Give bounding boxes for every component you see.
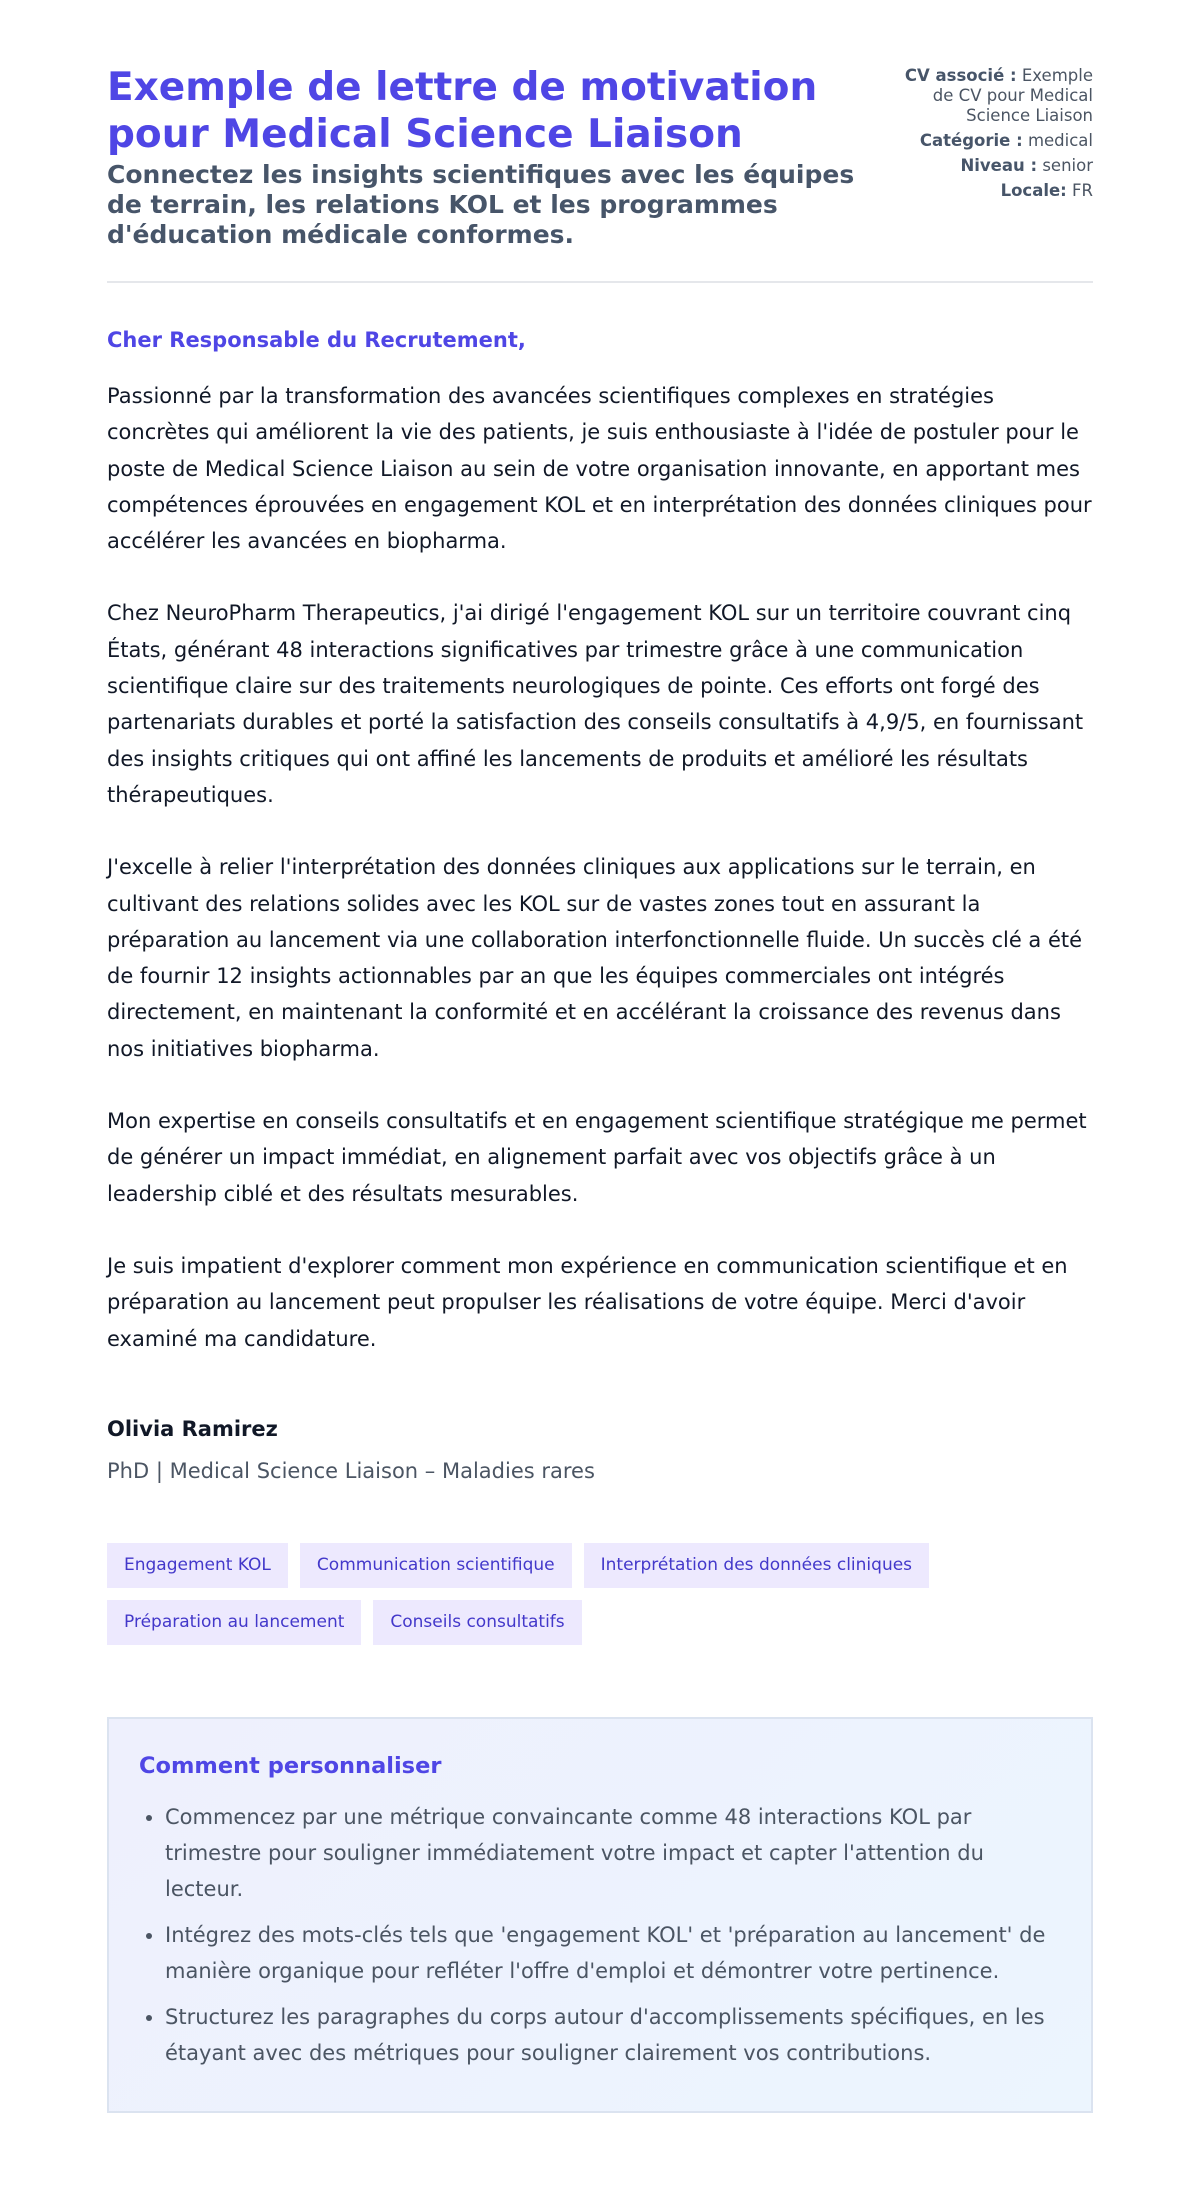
meta-cv-label: CV associé : [904,66,1017,85]
signature-name: Olivia Ramirez [107,1416,278,1441]
greeting: Cher Responsable du Recrutement, [107,328,526,352]
divider [107,281,1093,283]
skill-tags [107,1543,1107,1645]
meta-level-value: senior [1042,156,1093,175]
header-left [107,64,867,250]
paragraph: Passionné par la transformation des avancées scientifiques complexes en stratégies concrètes qui améliorent la vie des patients, je suis enthousiaste à l'idée de postuler pour le poste de Medical Science Liaison au sein de votre organisation innovante, en apportant mes compétences éprouvées en engagement KOL et en interprétation des données cliniques pour accélérer les avancées en biopharma. [107,384,1092,554]
skill-tag: Interprétation des données cliniques [584,1543,929,1588]
meta-locale-label: Locale: [1000,181,1067,200]
meta-locale [883,181,1093,201]
tip-item: • Intégrez des mots-clés tels que 'engagement KOL' et 'préparation au lancement' de manière organique pour refléter l'offre d'emploi et démontrer votre pertinence. [165,1917,1061,1989]
skill-tag: Communication scientifique [300,1543,572,1588]
meta-cv [883,66,1093,126]
page-title: Exemple de lettre de motivation pour Medical Science Liaison [107,65,818,157]
meta-locale-value: FR [1072,181,1093,200]
meta-cv-value: Exemple de CV pour Medical Science Liaison [932,66,1093,125]
tips-heading: Comment personnaliser [139,1752,442,1779]
paragraph: J'excelle à relier l'interprétation des données cliniques aux applications sur le terrain, en cultivant des relations solides avec les KOL sur de vastes zones tout en assurant la préparation au lancement via une collaboration interfonctionnelle fluide. Un succès clé a été de fournir 12 insights actionnables par an que les équipes commerciales ont intégrés directement, en maintenant la conformité et en accélérant la croissance des revenus dans nos initiatives biopharma. [107,855,1083,1061]
tip-item: • Structurez les paragraphes du corps autour d'accomplissements spécifiques, en les étayant avec des métriques pour souligner clairement vos contributions. [165,1999,1061,2071]
paragraph: Chez NeuroPharm Therapeutics, j'ai dirigé l'engagement KOL sur un territoire couvrant cinq États, générant 48 interactions significatives par trimestre grâce à une communication scientifique claire sur des traitements neurologiques de pointe. Ces efforts ont forgé des partenariats durables et porté la satisfaction des conseils consultatifs à 4,9/5, en fournissant des insights critiques qui ont affiné les lancements de produits et amélioré les résultats thérapeutiques. [107,601,1084,807]
header [107,64,1093,250]
signature-title: PhD | Medical Science Liaison – Maladies rares [107,1458,595,1483]
meta-category [883,131,1093,151]
meta-info [883,66,1093,206]
skill-tag: Conseils consultatifs [373,1600,581,1645]
tips-list [139,1799,1061,2071]
page-subtitle: Connectez les insights scientifiques avec les équipes de terrain, les relations KOL et les programmes d'éducation médicale conformes. [107,160,855,249]
letter-body [107,378,1093,1357]
skill-tag: Engagement KOL [107,1543,288,1588]
meta-category-label: Catégorie : [919,131,1023,150]
meta-category-value: medical [1027,131,1093,150]
paragraph: Mon expertise en conseils consultatifs et en engagement scientifique stratégique me permet de générer un impact immédiat, en alignement parfait avec vos objectifs grâce à un leadership ciblé et des résultats mesurables. [107,1109,1087,1206]
skill-tag: Préparation au lancement [107,1600,361,1645]
meta-level-label: Niveau : [960,156,1038,175]
tip-item: • Commencez par une métrique convaincante comme 48 interactions KOL par trimestre pour souligner immédiatement votre impact et capter l'attention du lecteur. [165,1799,1061,1907]
paragraph: Je suis impatient d'explorer comment mon expérience en communication scientifique et en préparation au lancement peut propulser les réalisations de votre équipe. Merci d'avoir examiné ma candidature. [107,1253,1068,1351]
tips-box [107,1717,1093,2113]
meta-level [883,156,1093,176]
